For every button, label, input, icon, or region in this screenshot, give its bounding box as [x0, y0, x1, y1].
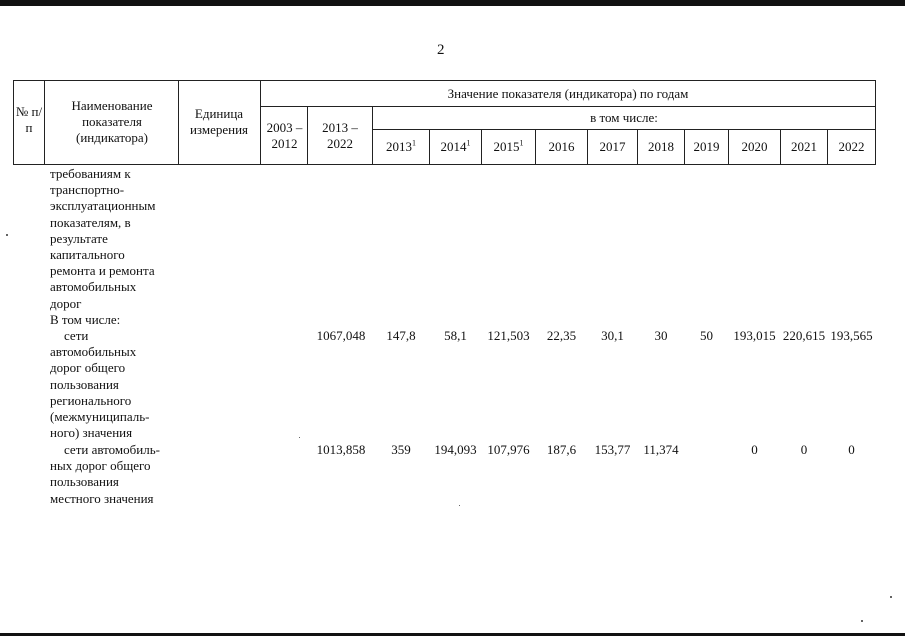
- header-subgroup-label: в том числе:: [590, 110, 658, 125]
- year-header-2017: 2017: [599, 139, 626, 154]
- value-2020: 193,015: [733, 328, 776, 343]
- name-line: дорог: [50, 295, 82, 311]
- scan-speck: [890, 596, 892, 598]
- year-header-2016: 2016: [548, 139, 575, 154]
- value-2013: 147,8: [386, 328, 416, 343]
- header-num-label: № п/п: [15, 104, 43, 135]
- header-name: [48, 98, 176, 146]
- name-line: результате: [50, 230, 108, 246]
- header-unit-label: Единица измерения: [189, 106, 249, 137]
- scan-speck: [459, 505, 460, 506]
- year-header-2015: 2015$^1$: [493, 138, 524, 154]
- value-2016: 22,35: [546, 328, 577, 343]
- name-line: требованиям к: [50, 166, 131, 181]
- value-2019: 50: [700, 328, 713, 343]
- name-line: регионального: [50, 392, 132, 408]
- name-line: эксплуатационным: [50, 198, 156, 214]
- scan-speck: [6, 234, 8, 236]
- header-period1-label: 2003 – 2012: [266, 120, 303, 151]
- name-line: ремонта и ремонта: [50, 263, 155, 279]
- header-period2: [309, 120, 371, 152]
- name-line: капитального: [50, 247, 125, 263]
- year-header-2021: 2021: [791, 139, 817, 154]
- year-footnote-mark: 1: [412, 138, 416, 148]
- name-line: ного) значения: [50, 425, 133, 441]
- row-local-name: [50, 442, 160, 507]
- name-line: сети: [64, 328, 89, 343]
- indicator-name-continuation: [50, 166, 155, 328]
- value-2020: 0: [751, 442, 758, 457]
- scan-speck: [299, 437, 300, 438]
- value-2014: 58,1: [444, 328, 467, 343]
- value-2022: 193,565: [830, 328, 873, 343]
- name-line: местного значения: [50, 490, 154, 506]
- header-group-label: Значение показателя (индикатора) по годам: [447, 86, 689, 101]
- value-2015: 107,976: [487, 442, 530, 457]
- value-2022: 0: [848, 442, 855, 457]
- value-2018: 11,374: [643, 442, 679, 457]
- year-footnote-mark: 1: [519, 138, 524, 148]
- name-line: автомобильных: [50, 344, 137, 360]
- name-line: пользования: [50, 474, 119, 490]
- header-period2-label: 2013 – 2022: [322, 120, 358, 151]
- value-2013: 359: [391, 442, 411, 457]
- year-header-2020: 2020: [741, 139, 768, 154]
- value-2018: 30: [654, 328, 668, 343]
- value-2015: 121,503: [487, 328, 530, 343]
- year-header-2014: 2014$^1$: [440, 138, 471, 154]
- header-num: [14, 104, 44, 136]
- year-header-2019: 2019: [693, 139, 720, 154]
- name-line: транспортно-: [50, 182, 125, 198]
- page-number: 2: [437, 42, 445, 58]
- name-line: (межмуниципаль-: [50, 409, 150, 425]
- row-regional-total: 1067,048: [316, 328, 366, 343]
- value-2017: 30,1: [601, 328, 624, 343]
- value-2017: 153,77: [594, 442, 631, 457]
- name-line: автомобильных: [50, 279, 137, 295]
- year-footnote-mark: 1: [466, 138, 471, 148]
- year-header-2013: 2013$^1$: [386, 138, 416, 154]
- header-name-label: Наименование показателя (индикатора): [71, 98, 153, 145]
- year-header-2022: 2022: [838, 139, 865, 154]
- value-2021: 220,615: [782, 328, 826, 343]
- scan-speck: [861, 620, 863, 622]
- header-group: [262, 86, 874, 102]
- name-line: показателям, в: [50, 214, 131, 230]
- header-subgroup: [374, 110, 874, 126]
- year-header-2018: 2018: [648, 139, 674, 154]
- header-period1: [262, 120, 307, 152]
- value-2016: 187,6: [546, 442, 577, 457]
- name-line: дорог общего: [50, 360, 126, 376]
- name-line: сети автомобиль-: [64, 442, 160, 457]
- value-2014: 194,093: [434, 442, 477, 457]
- row-regional-name: [50, 328, 149, 441]
- name-line: ных дорог общего: [50, 458, 151, 474]
- row-local-total: 1013,858: [316, 442, 366, 457]
- in-that-number-label: В том числе:: [50, 311, 121, 327]
- name-line: пользования: [50, 376, 119, 392]
- value-2021: 0: [800, 442, 808, 457]
- header-unit: [180, 106, 258, 138]
